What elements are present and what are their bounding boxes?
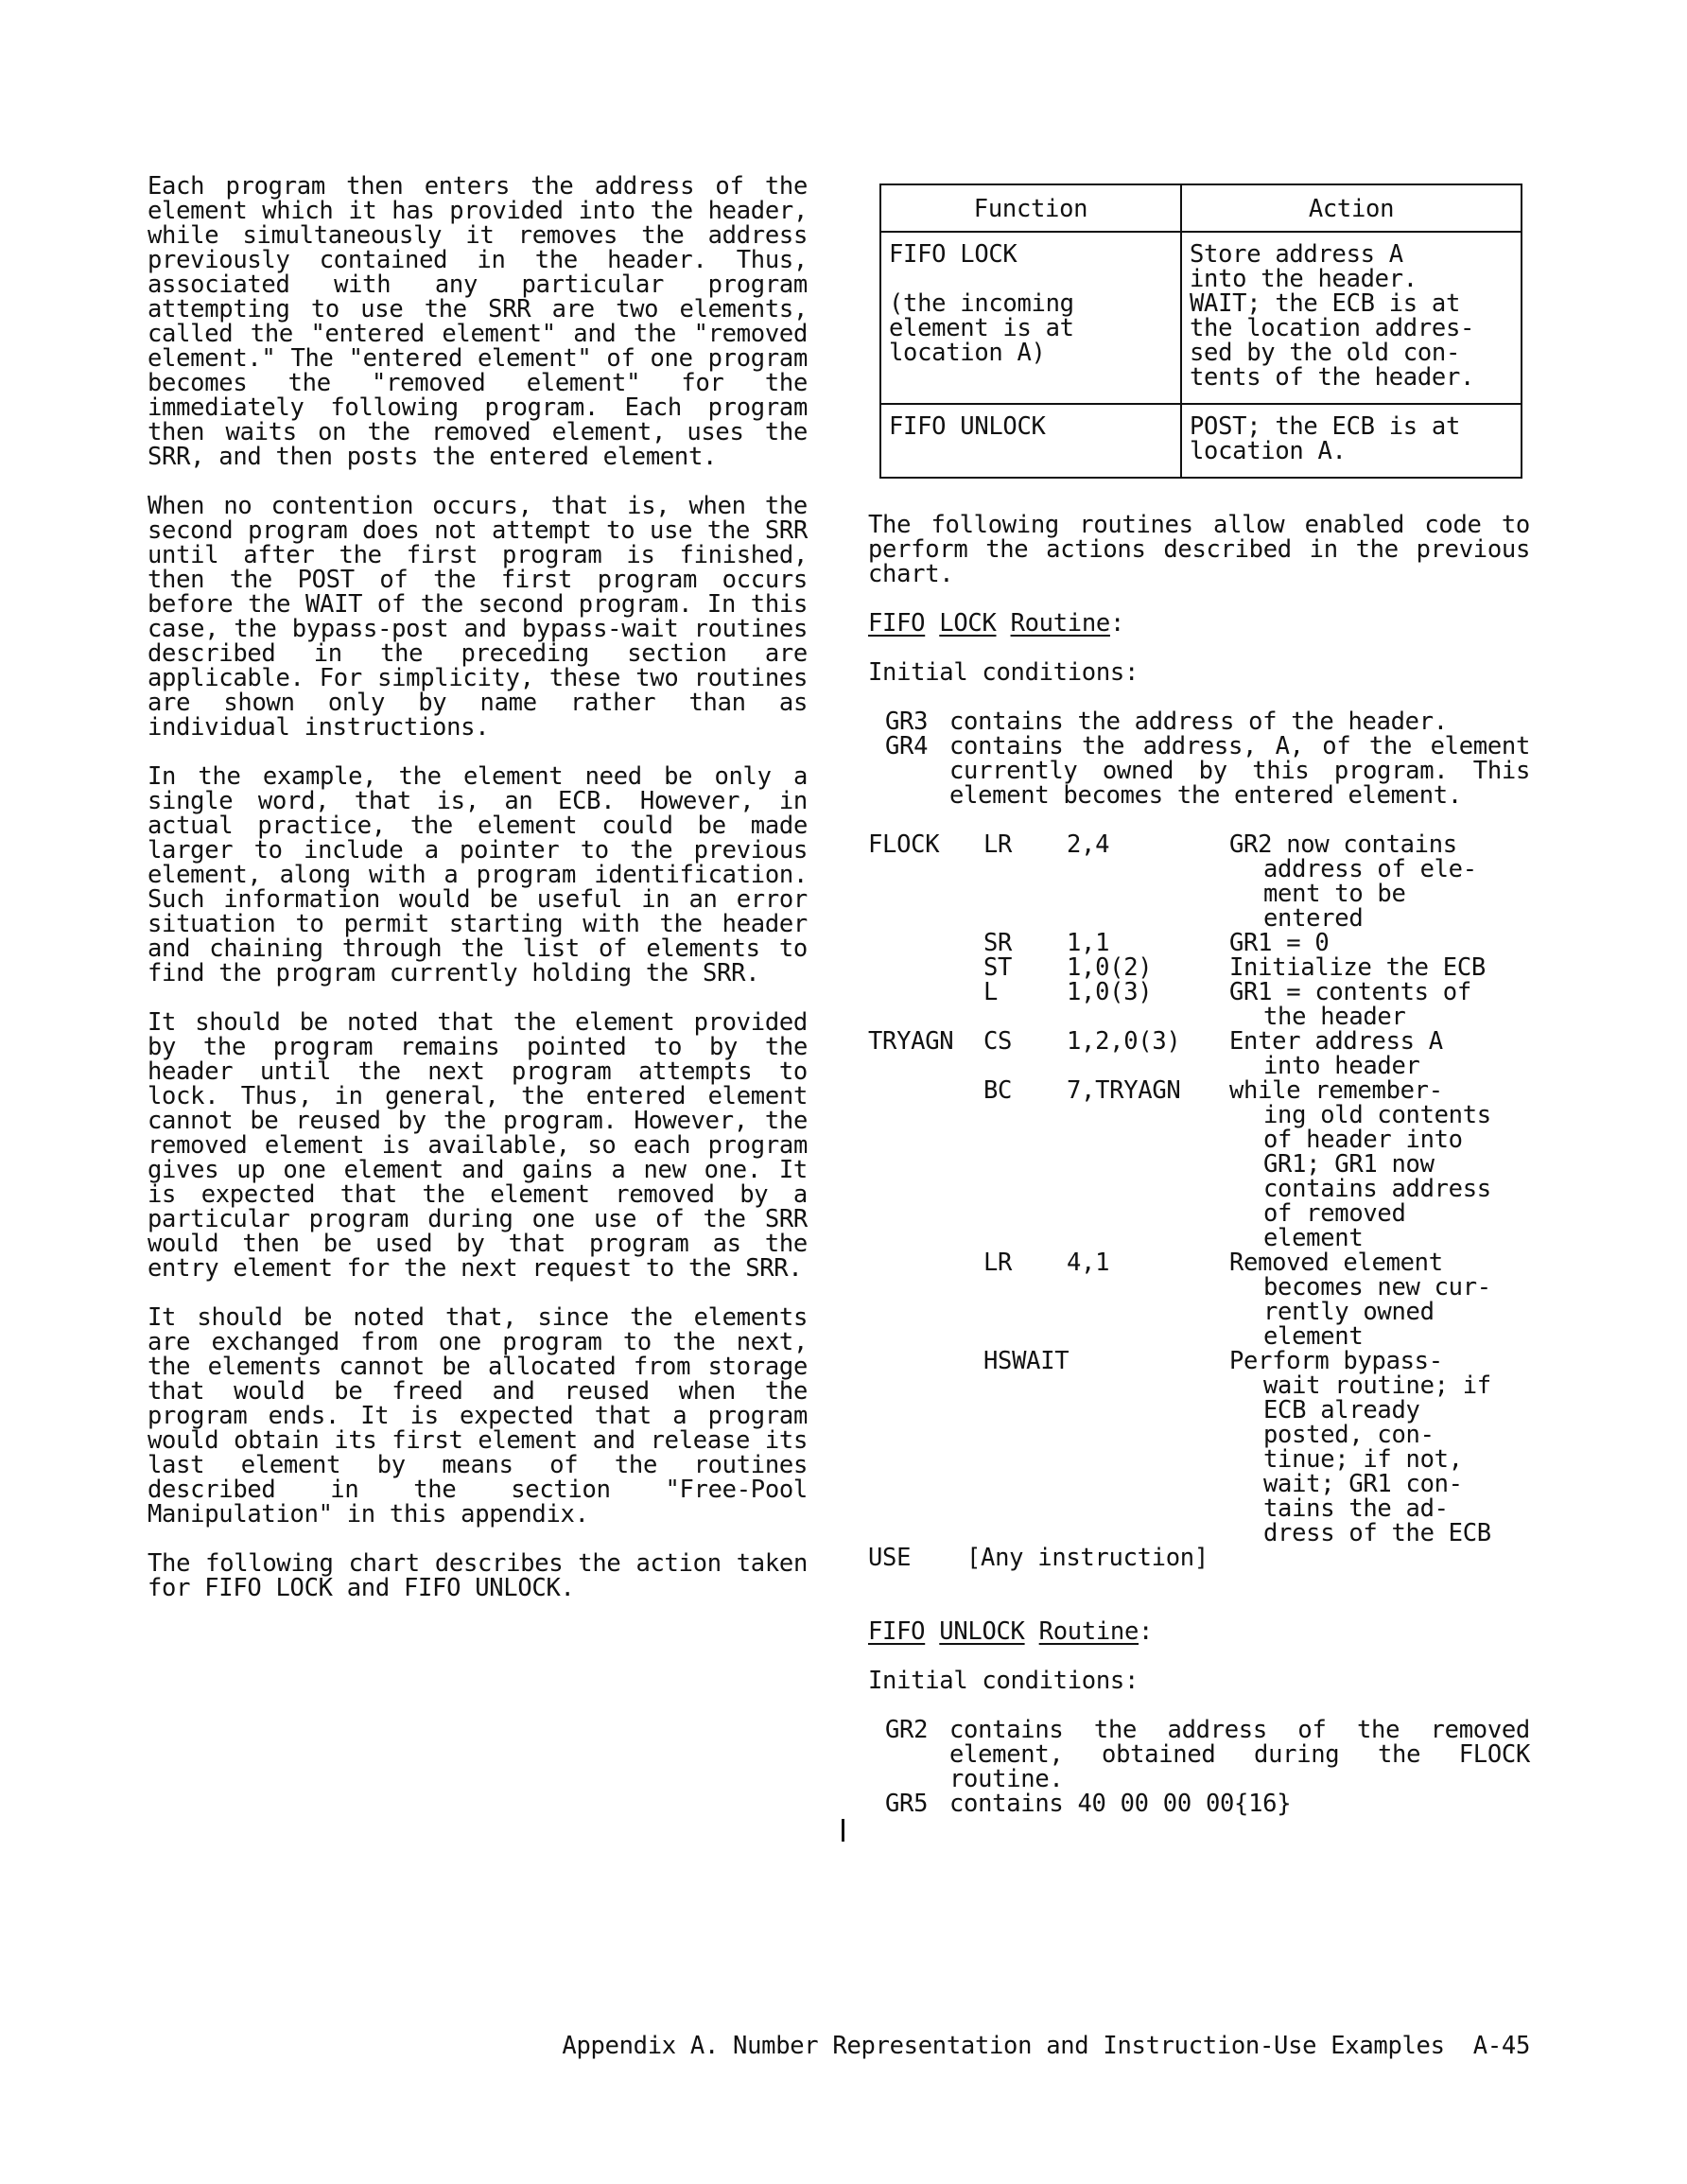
code-operands: 1,0(2): [1067, 953, 1153, 982]
flock-code-listing: [868, 832, 1530, 1546]
heading-colon: :: [1139, 1617, 1154, 1646]
code-opcode: LR: [983, 1249, 1013, 1277]
code-opcode: L: [983, 978, 999, 1006]
code-row: [868, 1029, 1530, 1078]
cell-line: tents of the header.: [1190, 363, 1475, 392]
code-opcode: BC: [983, 1076, 1013, 1105]
comment-line: ing old contents: [1263, 1101, 1491, 1129]
initial-conditions-label: Initial conditions:: [868, 1667, 1139, 1695]
condition-text: contains the address, A, of the element currently owned by this program. This element becomes the entered element.: [949, 732, 1530, 810]
paragraph: It should be noted that, since the elements are exchanged from one program to the next, the elements cannot be allocated from storage that would be freed and reused when the program ends. It is expected that a program would obtain its first element and release its last element by means of the routines described in the section "Free-Pool Manipulation" in this appendix.: [148, 1303, 808, 1529]
code-comment: [1229, 931, 1530, 955]
cell-line: the location addres-: [1190, 314, 1475, 342]
register-name: GR3: [885, 708, 929, 736]
function-action-table: [879, 183, 1522, 479]
code-opcode: SR: [983, 929, 1013, 957]
comment-line: Initialize the ECB: [1229, 953, 1486, 982]
code-comment: [1229, 832, 1530, 931]
cell-line: FIFO LOCK: [889, 240, 1017, 269]
table-header-function: Function: [880, 184, 1181, 232]
code-opcode: CS: [983, 1027, 1013, 1056]
cell-line: (the incoming: [889, 289, 1074, 318]
code-row: [868, 980, 1530, 1029]
code-operands: 7,TRYAGN: [1067, 1076, 1181, 1105]
cell-line: WAIT; the ECB is at: [1190, 289, 1460, 318]
comment-line: address of ele-: [1263, 855, 1477, 883]
code-comment: [1229, 980, 1530, 1029]
comment-line: of header into: [1263, 1126, 1463, 1154]
comment-line: element: [1263, 1322, 1364, 1351]
code-operands: 1,0(3): [1067, 978, 1153, 1006]
page-footer: [409, 2034, 1530, 2058]
cell-line: [889, 267, 1173, 291]
code-operands: 1,2,0(3): [1067, 1027, 1181, 1056]
code-comment: [1229, 955, 1530, 980]
comment-line: ment to be: [1263, 880, 1406, 908]
footer-title: Appendix A. Number Representation and Instruction-Use Examples: [562, 2032, 1445, 2060]
code-label: TRYAGN: [868, 1027, 954, 1056]
code-comment: [1229, 1349, 1530, 1546]
code-row: [868, 1546, 1530, 1570]
condition-text: contains the address of the removed element, obtained during the FLOCK routine.: [949, 1716, 1530, 1793]
cell-line: POST; the ECB is at: [1190, 412, 1460, 441]
code-label: FLOCK: [868, 830, 940, 859]
comment-line: GR1 = contents of: [1229, 978, 1471, 1006]
table-header-action: Action: [1181, 184, 1522, 232]
comment-line: of removed: [1263, 1199, 1406, 1228]
code-row: [868, 1078, 1530, 1250]
condition-item: [868, 1718, 1530, 1791]
register-name: GR5: [885, 1790, 929, 1818]
cell-line: Store address A: [1190, 240, 1403, 269]
comment-line: element: [1263, 1224, 1364, 1252]
code-opcode: LR: [983, 830, 1013, 859]
comment-line: posted, con-: [1263, 1421, 1435, 1449]
comment-line: while remember-: [1229, 1076, 1443, 1105]
heading-word: Routine: [1010, 609, 1110, 638]
code-comment: [1229, 1250, 1530, 1349]
comment-line: GR2 now contains: [1229, 830, 1457, 859]
comment-line: into header: [1263, 1052, 1420, 1080]
code-row: [868, 1349, 1530, 1546]
condition-item: [868, 1791, 1530, 1816]
comment-line: rently owned: [1263, 1298, 1435, 1326]
revision-bar: [842, 1819, 844, 1842]
code-row: [868, 1250, 1530, 1349]
left-column: [148, 174, 808, 1600]
initial-conditions-label: Initial conditions:: [868, 658, 1139, 687]
heading-word: FIFO: [868, 609, 926, 638]
fifo-lock-heading: [868, 611, 1530, 636]
comment-line: Perform bypass-: [1229, 1347, 1443, 1375]
table-cell-function: [880, 232, 1181, 404]
page-number: A-45: [1472, 2032, 1530, 2060]
code-row: [868, 955, 1530, 980]
cell-line: location A.: [1190, 437, 1347, 465]
register-name: GR2: [885, 1716, 929, 1744]
paragraph: In the example, the element need be only a single word, that is, an ECB. However, in actual practice, the element could be made larger to include a pointer to the previous element, along with a program identification. Such information would be useful in an error situation to permit starting with the header and chaining through the list of elements to find the program currently holding the SRR.: [148, 762, 808, 987]
code-row: [868, 931, 1530, 955]
code-opcode: ST: [983, 953, 1013, 982]
condition-text: contains the address of the header.: [949, 708, 1448, 736]
cell-line: element is at: [889, 314, 1074, 342]
comment-line: GR1 = 0: [1229, 929, 1330, 957]
comment-line: tinue; if not,: [1263, 1445, 1463, 1474]
cell-line: FIFO UNLOCK: [889, 412, 1046, 441]
table-row: [880, 232, 1522, 404]
comment-line: dress of the ECB: [1263, 1519, 1491, 1547]
table-cell-action: [1181, 232, 1522, 404]
use-line: [868, 1546, 1530, 1570]
initial-conditions-list: [868, 709, 1530, 808]
table-row: [880, 404, 1522, 478]
cell-line: into the header.: [1190, 265, 1417, 293]
code-row: [868, 832, 1530, 931]
comment-line: GR1; GR1 now: [1263, 1150, 1435, 1179]
heading-word: UNLOCK: [939, 1617, 1025, 1646]
comment-line: wait routine; if: [1263, 1372, 1491, 1400]
cell-line: sed by the old con-: [1190, 339, 1460, 367]
comment-line: tains the ad-: [1263, 1494, 1449, 1523]
code-comment: [1229, 1078, 1530, 1250]
paragraph: The following chart describes the action taken for FIFO LOCK and FIFO UNLOCK.: [148, 1549, 808, 1602]
code-opcode: HSWAIT: [983, 1347, 1070, 1375]
table-header-row: [880, 184, 1522, 232]
comment-line: ECB already: [1263, 1396, 1420, 1424]
comment-line: Removed element: [1229, 1249, 1443, 1277]
intro-paragraph: The following routines allow enabled code to perform the actions described in the previous chart.: [868, 511, 1530, 588]
heading-word: LOCK: [939, 609, 997, 638]
comment-line: the header: [1263, 1003, 1406, 1031]
code-operands: 4,1: [1067, 1249, 1110, 1277]
paragraph: It should be noted that the element provided by the program remains pointed to by the header until the next program attempts to lock. Thus, in general, the entered element cannot be reused by the program. However, the removed element is available, so each program gives up one element and gains a new one. It is expected that the element removed by a particular program during one use of the SRR would then be used by that program as the entry element for the next request to the SRR.: [148, 1008, 808, 1283]
cell-line: location A): [889, 339, 1046, 367]
code-operands: 2,4: [1067, 830, 1110, 859]
table-cell-action: [1181, 404, 1522, 478]
initial-conditions-list: [868, 1718, 1530, 1816]
comment-line: Enter address A: [1229, 1027, 1443, 1056]
code-text: [Any instruction]: [966, 1544, 1209, 1572]
code-comment: [1229, 1029, 1530, 1078]
code-label: USE: [868, 1544, 912, 1572]
comment-line: becomes new cur-: [1263, 1273, 1491, 1302]
comment-line: contains address: [1263, 1175, 1491, 1203]
condition-text: contains 40 00 00 00{16}: [949, 1790, 1292, 1818]
code-operands: 1,1: [1067, 929, 1110, 957]
paragraph: When no contention occurs, that is, when the second program does not attempt to use the SRR until after the first program is finished, then the POST of the first program occurs before the WAIT of the second program. In this case, the bypass-post and bypass-wait routines described in the preceding section are applicable. For simplicity, these two routines are shown only by name rather than as individual instructions.: [148, 492, 808, 742]
right-column: [868, 183, 1530, 1841]
condition-item: [868, 734, 1530, 808]
comment-line: wait; GR1 con-: [1263, 1470, 1463, 1498]
fifo-unlock-heading: [868, 1619, 1530, 1644]
heading-word: FIFO: [868, 1617, 926, 1646]
condition-item: [868, 709, 1530, 734]
table-cell-function: [880, 404, 1181, 478]
comment-line: entered: [1263, 904, 1364, 933]
heading-word: Routine: [1038, 1617, 1139, 1646]
heading-colon: :: [1109, 609, 1124, 638]
register-name: GR4: [885, 732, 929, 760]
paragraph: Each program then enters the address of the element which it has provided into the header, while simultaneously it removes the address previously contained in the header. Thus, associated with any particular program attempting to use the SRR are two elements, called the "entered element" and the "removed element." The "entered element" of one program becomes the "removed element" for the immediately following program. Each program then waits on the removed element, uses the SRR, and then posts the entered element.: [148, 172, 808, 471]
